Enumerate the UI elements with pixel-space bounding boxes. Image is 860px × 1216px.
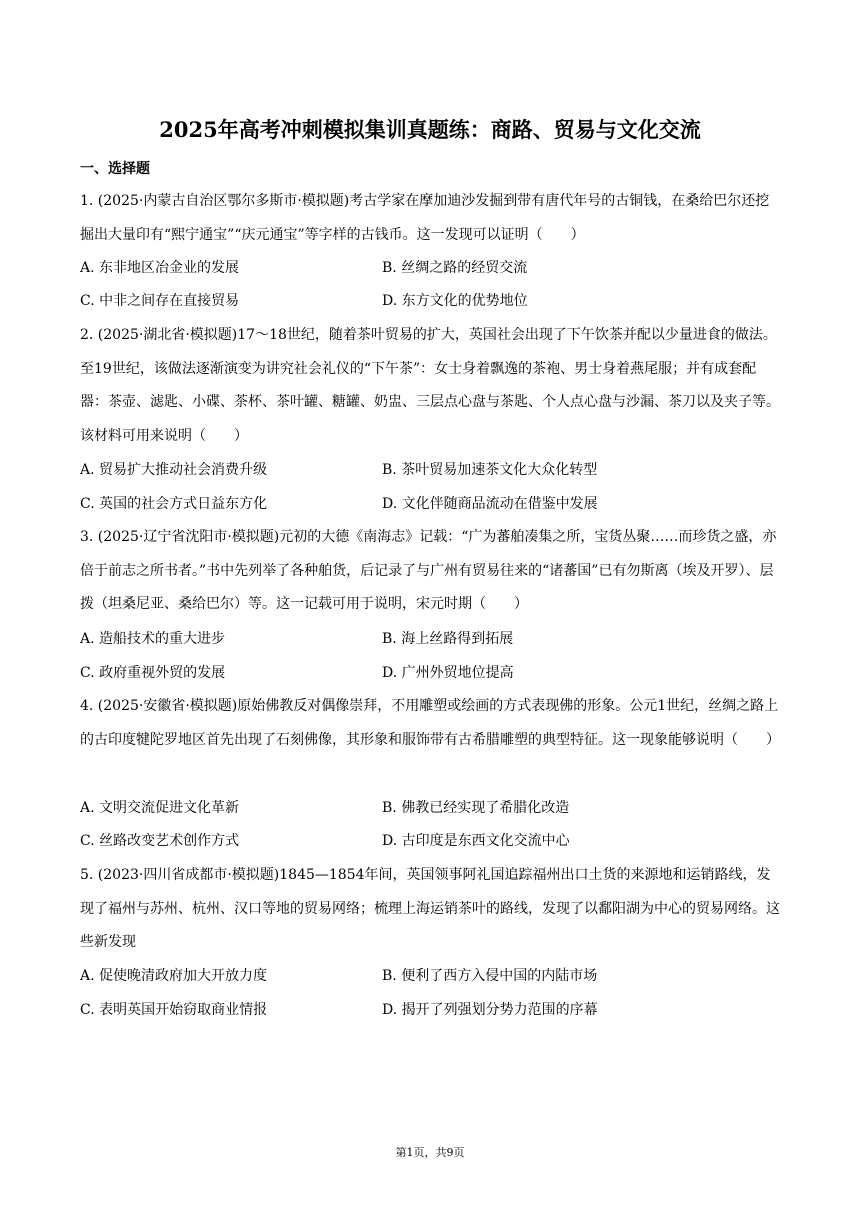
question-1-option-c[interactable]: C. 中非之间存在直接贸易 [80, 293, 240, 309]
question-4-option-d[interactable]: D. 古印度是东西文化交流中心 [382, 833, 570, 849]
question-1-option-b[interactable]: B. 丝绸之路的经贸交流 [382, 260, 528, 276]
question-3-option-a[interactable]: A. 造船技术的重大进步 [80, 631, 226, 647]
question-4-option-a[interactable]: A. 文明交流促进文化革新 [80, 800, 240, 816]
question-4-text: 4. (2025·安徽省·模拟题)原始佛教反对偶像崇拜，不用雕塑或绘画的方式表现佛的形象。公元1世纪，丝绸之路上的古印度犍陀罗地区首先出现了石刻佛像，其形象和服饰带有古希腊雕塑的典型特征。这一现象能够说明（ ） [80, 698, 780, 748]
question-5-text: 5. (2023·四川省成都市·模拟题)1845—1854年间，英国领事阿礼国追踪福州出口土货的来源地和运销路线，发现了福州与苏州、杭州、汉口等地的贸易网络；梳理上海运销茶叶的路线，发现了以鄱阳湖为中心的贸易网络。这些新发现 [80, 867, 780, 950]
question-3-text: 3. (2025·辽宁省沈阳市·模拟题)元初的大德《南海志》记载：“广为蕃舶凑集之所，宝货丛聚……而珍货之盛，亦倍于前志之所书者。”书中先列举了各种舶货，后记录了与广州有贸易往来的“诸蕃国”已有勿斯离（埃及开罗）、层拨（坦桑尼亚、桑给巴尔）等。这一记载可用于说明，宋元时期（ ） [80, 529, 777, 612]
question-2-option-c[interactable]: C. 英国的社会方式日益东方化 [80, 496, 268, 512]
question-4-option-c[interactable]: C. 丝路改变艺术创作方式 [80, 833, 240, 849]
question-4-option-b[interactable]: B. 佛教已经实现了希腊化改造 [382, 800, 570, 816]
question-5-option-c[interactable]: C. 表明英国开始窃取商业情报 [80, 1002, 268, 1018]
question-5-option-b[interactable]: B. 便利了西方入侵中国的内陆市场 [382, 968, 598, 984]
question-2-text: 2. (2025·湖北省·模拟题)17～18世纪，随着茶叶贸易的扩大，英国社会出现了下午饮茶并配以少量进食的做法。至19世纪，该做法逐渐演变为讲究社会礼仪的“下午茶”：女士身着飘逸的茶袍、男士身着燕尾服；并有成套配器：茶壶、滤匙、小碟、茶杯、茶叶罐、糖罐、奶盅、三层点心盘与茶匙、个人点心盘与沙漏、茶刀以及夹子等。该材料可用来说明（ ） [80, 327, 780, 444]
question-3-option-d[interactable]: D. 广州外贸地位提高 [382, 665, 514, 681]
question-1-option-d[interactable]: D. 东方文化的优势地位 [382, 293, 528, 309]
section-heading: 一、选择题 [80, 161, 150, 177]
page-title: 2025年高考冲刺模拟集训真题练：商路、贸易与文化交流 [159, 117, 701, 142]
question-1-text: 1. (2025·内蒙古自治区鄂尔多斯市·模拟题)考古学家在摩加迪沙发掘到带有唐代年号的古铜钱，在桑给巴尔还挖掘出大量印有“熙宁通宝”“庆元通宝”等字样的古钱币。这一发现可以证明（ ） [80, 193, 770, 243]
question-2-option-d[interactable]: D. 文化伴随商品流动在借鉴中发展 [382, 496, 598, 512]
page-footer: 第1页，共9页 [395, 1146, 465, 1159]
question-5-option-a[interactable]: A. 促使晚清政府加大开放力度 [80, 968, 268, 984]
question-1-option-a[interactable]: A. 东非地区冶金业的发展 [80, 260, 240, 276]
question-2-option-a[interactable]: A. 贸易扩大推动社会消费升级 [80, 462, 268, 478]
question-3-option-c[interactable]: C. 政府重视外贸的发展 [80, 665, 226, 681]
question-3-option-b[interactable]: B. 海上丝路得到拓展 [382, 631, 514, 647]
question-2-option-b[interactable]: B. 茶叶贸易加速茶文化大众化转型 [382, 462, 598, 478]
question-5-option-d[interactable]: D. 揭开了列强划分势力范围的序幕 [382, 1002, 598, 1018]
